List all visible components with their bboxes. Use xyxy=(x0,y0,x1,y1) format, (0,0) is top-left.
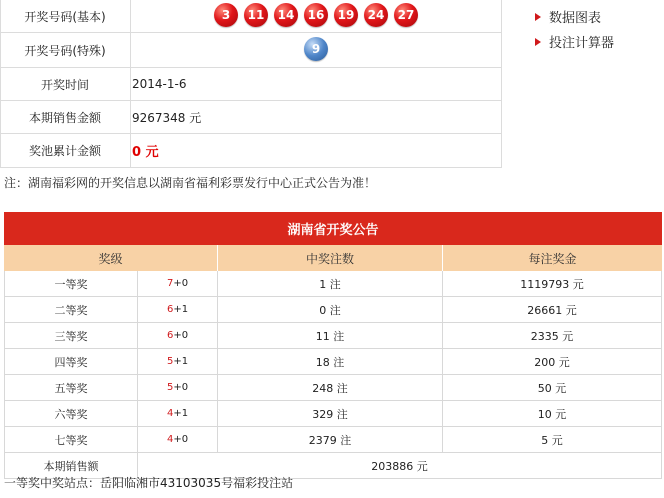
match-rule-main: 4 xyxy=(166,408,174,419)
red-ball: 27 xyxy=(394,3,418,27)
table-row xyxy=(5,401,661,427)
match-rule-special: +0 xyxy=(173,278,189,289)
match-rule-main: 6 xyxy=(166,304,174,315)
winner-count: 0 注 xyxy=(319,303,341,317)
red-ball: 3 xyxy=(214,3,238,27)
match-rule xyxy=(138,271,217,296)
winner-count: 248 注 xyxy=(312,381,348,395)
prize-level-name: 四等奖 xyxy=(54,355,88,369)
match-rule-main: 4 xyxy=(166,434,174,445)
prize-level-name: 五等奖 xyxy=(54,381,88,395)
draw-info-panel xyxy=(0,0,664,168)
announcement-title: 湖南省开奖公告 xyxy=(4,212,662,245)
winner-count: 329 注 xyxy=(312,407,348,421)
match-rule-special: +1 xyxy=(173,304,189,315)
jackpot-label: 奖池累计金额 xyxy=(0,134,131,167)
bet-calculator-link-label: 投注计算器 xyxy=(549,36,615,51)
draw-date-value: 2014-1-6 xyxy=(132,77,187,91)
jackpot-value xyxy=(132,134,502,167)
prize-amount: 50 元 xyxy=(537,381,567,395)
draw-date-label: 开奖时间 xyxy=(0,68,131,100)
draw-date-row xyxy=(0,68,502,101)
disclaimer-note: 注：湖南福彩网的开奖信息以湖南省福利彩票发行中心正式公告为准！ xyxy=(4,176,377,190)
first-prize-station: 一等奖中奖站点：岳阳临湘市43103035号福彩投注站 xyxy=(4,476,294,490)
table-row xyxy=(5,323,661,349)
match-rule xyxy=(138,401,217,426)
match-rule-special: +0 xyxy=(173,330,189,341)
prize-amount: 2335 元 xyxy=(530,329,574,343)
basic-numbers-row xyxy=(0,0,502,33)
table-row xyxy=(5,375,661,401)
announcement-header-row xyxy=(4,245,662,271)
sales-value: 9267348 元 xyxy=(132,110,202,125)
match-rule xyxy=(138,375,217,400)
special-number-ball-wrap xyxy=(132,33,502,67)
header-level: 奖级 xyxy=(98,251,123,266)
announcement-table xyxy=(4,212,662,479)
header-count: 中奖注数 xyxy=(305,251,354,266)
prize-amount: 26661 元 xyxy=(527,303,577,317)
table-row xyxy=(5,349,661,375)
basic-numbers-label: 开奖号码(基本) xyxy=(0,0,131,32)
data-chart-link[interactable] xyxy=(535,7,601,26)
table-row xyxy=(5,427,661,453)
winner-count: 2379 注 xyxy=(308,433,352,447)
blue-ball: 9 xyxy=(304,37,328,61)
sales-total-value: 203886 元 xyxy=(371,459,428,473)
winner-count: 11 注 xyxy=(315,329,345,343)
jackpot-amount: 0 元 xyxy=(132,145,159,160)
red-ball: 11 xyxy=(244,3,268,27)
red-ball: 24 xyxy=(364,3,388,27)
prize-level-name: 七等奖 xyxy=(54,433,88,447)
jackpot-row xyxy=(0,134,502,168)
prize-amount: 200 元 xyxy=(534,355,570,369)
match-rule-main: 6 xyxy=(166,330,174,341)
match-rule-special: +1 xyxy=(173,356,189,367)
triangle-right-icon xyxy=(535,38,541,46)
sales-label: 本期销售金额 xyxy=(0,101,131,133)
match-rule-main: 7 xyxy=(166,278,174,289)
prize-amount: 1119793 元 xyxy=(520,277,584,291)
winner-count: 1 注 xyxy=(319,277,341,291)
sales-total-label: 本期销售额 xyxy=(43,459,99,473)
announcement-body xyxy=(4,271,662,479)
match-rule xyxy=(138,427,217,452)
prize-amount: 10 元 xyxy=(537,407,567,421)
red-ball: 19 xyxy=(334,3,358,27)
match-rule-main: 5 xyxy=(166,356,174,367)
match-rule-special: +1 xyxy=(173,408,189,419)
prize-level-name: 六等奖 xyxy=(54,407,88,421)
bet-calculator-link[interactable] xyxy=(535,32,614,51)
data-chart-link-label: 数据图表 xyxy=(549,11,602,26)
triangle-right-icon xyxy=(535,13,541,21)
winner-count: 18 注 xyxy=(315,355,345,369)
match-rule xyxy=(138,323,217,348)
match-rule-special: +0 xyxy=(173,434,189,445)
special-number-row xyxy=(0,33,502,68)
match-rule xyxy=(138,297,217,322)
basic-numbers-balls xyxy=(132,0,502,32)
sales-row xyxy=(0,101,502,134)
special-number-label: 开奖号码(特殊) xyxy=(0,33,131,67)
red-ball: 14 xyxy=(274,3,298,27)
prize-level-name: 一等奖 xyxy=(54,277,88,291)
prize-amount: 5 元 xyxy=(541,433,563,447)
prize-level-name: 二等奖 xyxy=(54,303,88,317)
table-row xyxy=(5,271,661,297)
match-rule xyxy=(138,349,217,374)
header-prize: 每注奖金 xyxy=(528,251,577,266)
red-ball: 16 xyxy=(304,3,328,27)
match-rule-main: 5 xyxy=(166,382,174,393)
prize-level-name: 三等奖 xyxy=(54,329,88,343)
table-row xyxy=(5,297,661,323)
match-rule-special: +0 xyxy=(173,382,189,393)
